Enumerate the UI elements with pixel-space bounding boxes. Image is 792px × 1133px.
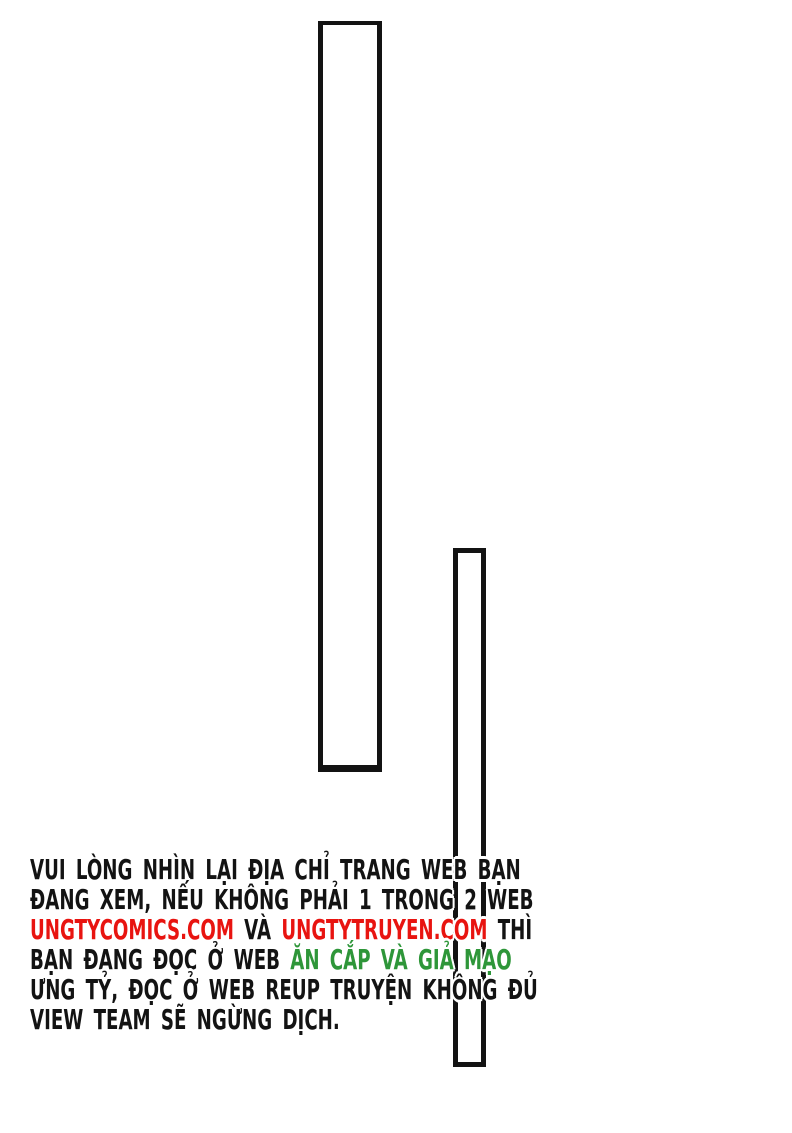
- notice-line-4: [30, 945, 538, 975]
- notice-text: VÀ: [233, 913, 282, 946]
- notice-text: VIEW TEAM SẼ NGỪNG DỊCH.: [30, 1003, 340, 1036]
- notice-line-1: [30, 855, 538, 885]
- fake-site-warning-text: ĂN CẮP VÀ GIẢ MẠO: [290, 943, 512, 976]
- notice-line-6: [30, 1005, 538, 1035]
- notice-text: ĐANG XEM, NẾU KHÔNG PHẢI 1 TRONG 2 WEB: [30, 883, 534, 916]
- notice-line-5: [30, 975, 538, 1005]
- official-site-url-ungtytruyen: UNGTYTRUYEN.COM: [281, 913, 488, 946]
- translator-warning-notice: [30, 855, 792, 1035]
- notice-line-3: [30, 915, 538, 945]
- notice-text: VUI LÒNG NHÌN LẠI ĐỊA CHỈ TRANG WEB BẠN: [30, 853, 521, 886]
- notice-text: THÌ: [487, 913, 533, 946]
- tall-panel-rectangle: [318, 21, 382, 772]
- notice-text: ƯNG TỶ, ĐỌC Ở WEB REUP TRUYỆN KHÔNG ĐỦ: [30, 973, 538, 1006]
- official-site-url-ungtycomics: UNGTYCOMICS.COM: [30, 913, 234, 946]
- notice-text: BẠN ĐANG ĐỌC Ở WEB: [30, 943, 291, 976]
- notice-line-2: [30, 885, 538, 915]
